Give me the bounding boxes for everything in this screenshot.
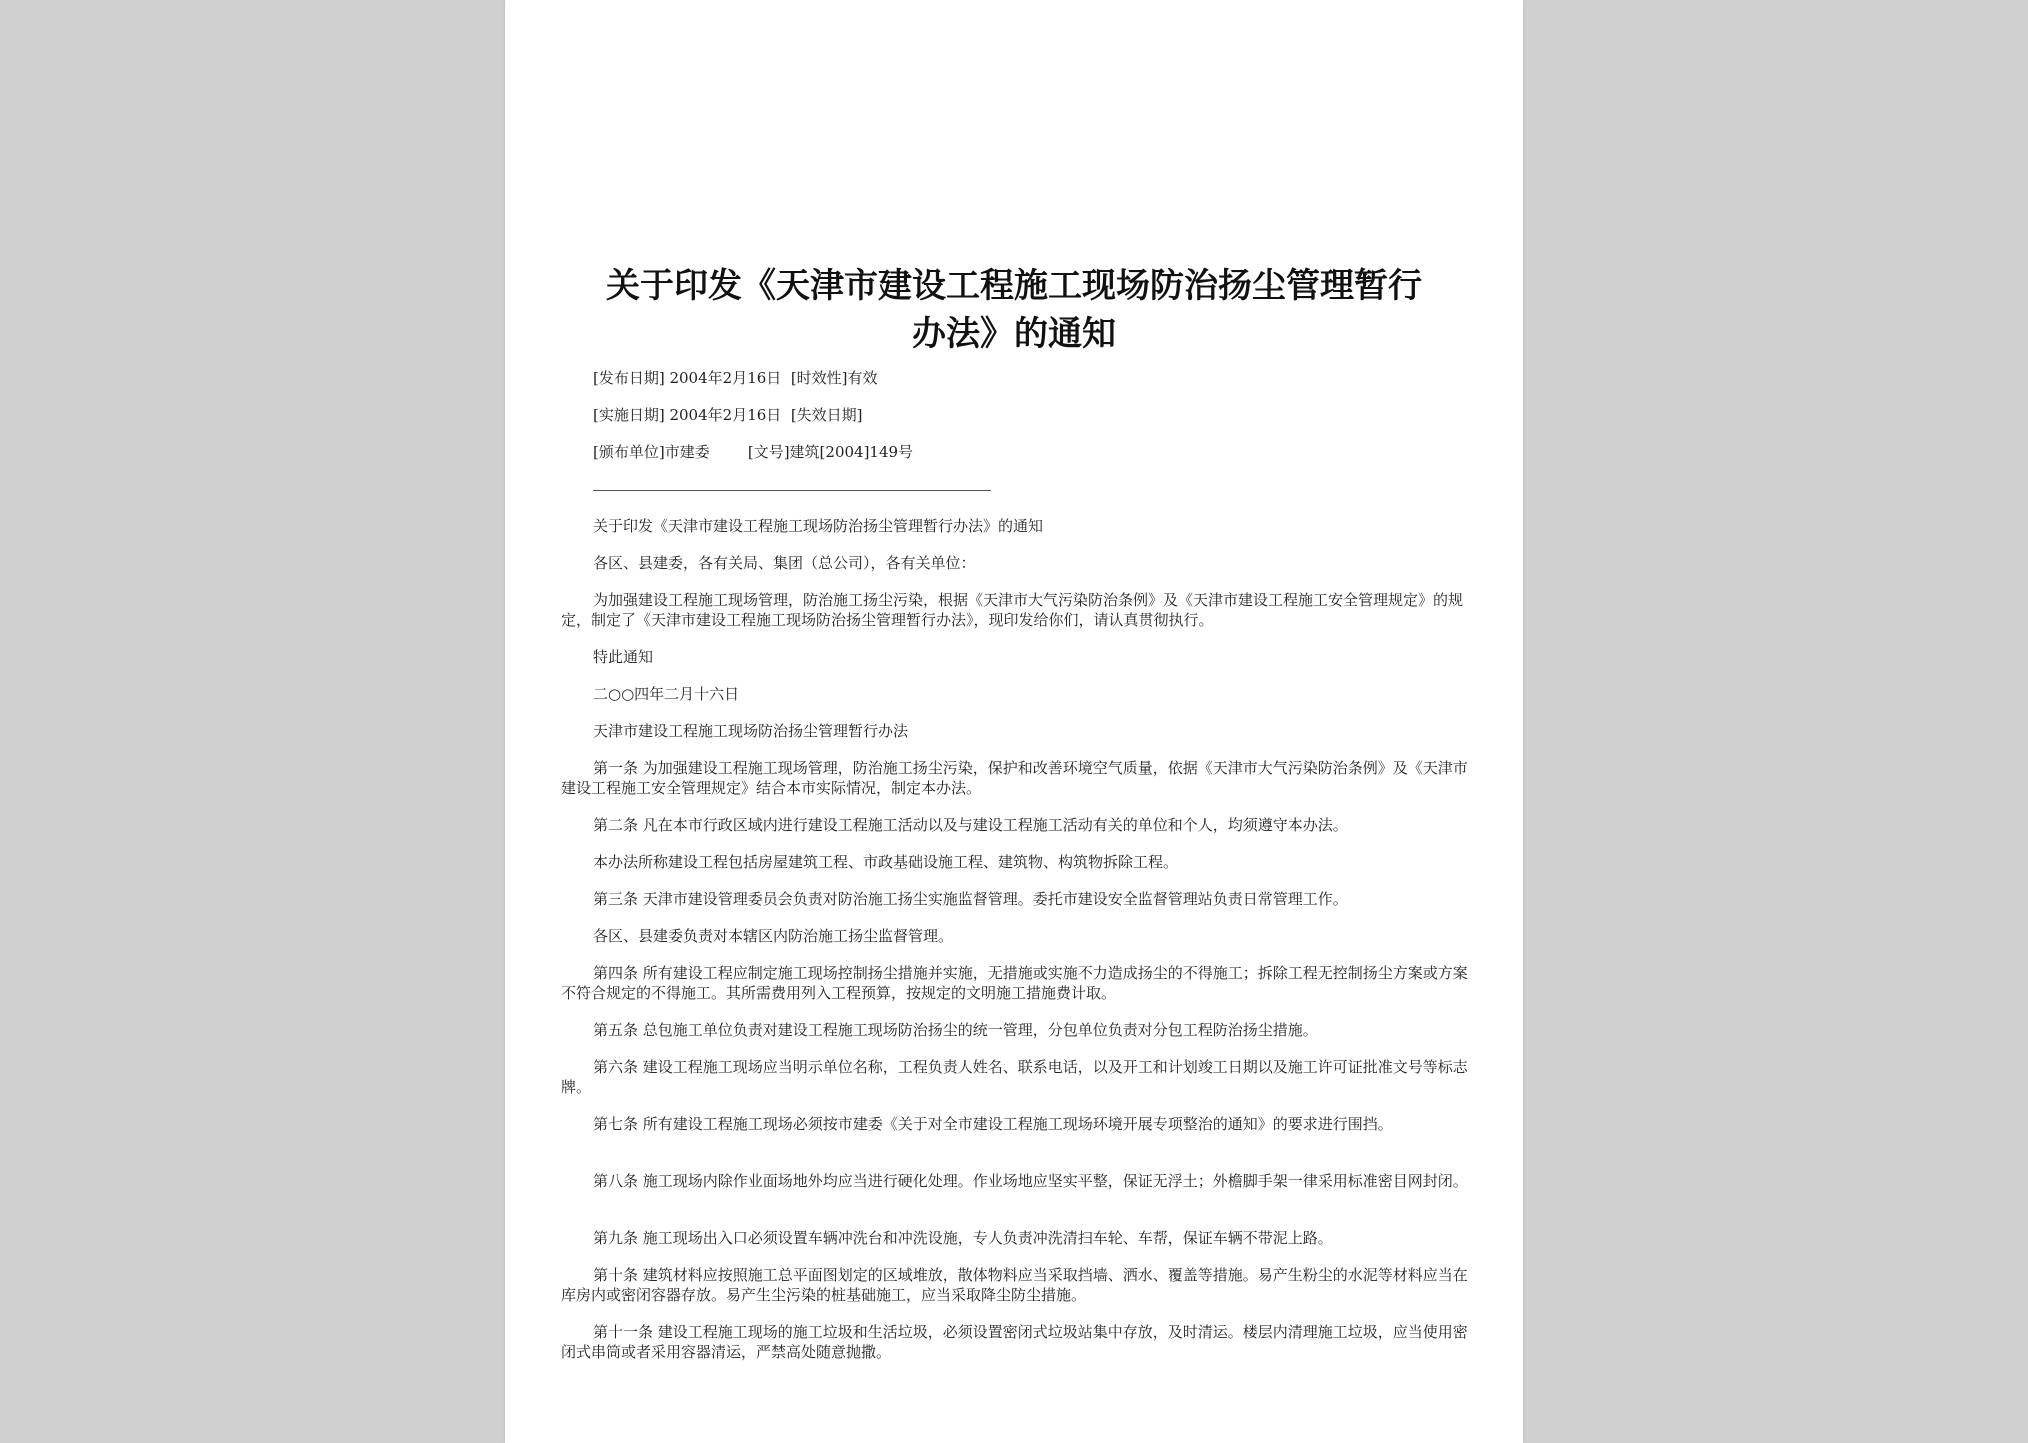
notice-body: 为加强建设工程施工现场管理，防治施工扬尘污染，根据《天津市大气污染防治条例》及《天津市建设工程施工安全管理规定》的规定，制定了《天津市建设工程施工现场防治扬尘管理暂行办法》，现印发给你们，请认真贯彻执行。	[561, 591, 1464, 629]
meta-effective-date: [实施日期] 2004年2月16日 [失效日期]	[593, 406, 863, 424]
article-1: 第一条 为加强建设工程施工现场管理，防治施工扬尘污染，保护和改善环境空气质量，依据《天津市大气污染防治条例》及《天津市建设工程施工安全管理规定》结合本市实际情况，制定本办法。	[561, 759, 1468, 797]
article-2-scope: 本办法所称建设工程包括房屋建筑工程、市政基础设施工程、建筑物、构筑物拆除工程。	[593, 853, 1179, 871]
article-6: 第六条 建设工程施工现场应当明示单位名称，工程负责人姓名、联系电话，以及开工和计划竣工日期以及施工许可证批准文号等标志牌。	[561, 1058, 1468, 1096]
article-2: 第二条 凡在本市行政区域内进行建设工程施工活动以及与建设工程施工活动有关的单位和个人，均须遵守本办法。	[593, 816, 1348, 834]
document-page	[505, 0, 1523, 1443]
article-10: 第十条 建筑材料应按照施工总平面图划定的区域堆放，散体物料应当采取挡墙、洒水、覆盖等措施。易产生粉尘的水泥等材料应当在库房内或密闭容器存放。易产生尘污染的桩基础施工，应当采取降尘防尘措施。	[561, 1266, 1468, 1304]
measures-title: 天津市建设工程施工现场防治扬尘管理暂行办法	[593, 722, 909, 740]
article-3: 第三条 天津市建设管理委员会负责对防治施工扬尘实施监督管理。委托市建设安全监督管理站负责日常管理工作。	[593, 890, 1348, 908]
article-7: 第七条 所有建设工程施工现场必须按市建委《关于对全市建设工程施工现场环境开展专项整治的通知》的要求进行围挡。	[593, 1115, 1393, 1133]
document-title	[555, 262, 1473, 358]
article-3-district: 各区、县建委负责对本辖区内防治施工扬尘监督管理。	[593, 927, 954, 945]
meta-publish-date: [发布日期] 2004年2月16日 [时效性]有效	[593, 369, 878, 387]
divider-line	[593, 490, 991, 491]
title-line-2: 办法》的通知	[912, 314, 1116, 354]
notice-closing: 特此通知	[593, 648, 654, 666]
article-9: 第九条 施工现场出入口必须设置车辆冲洗台和冲洗设施，专人负责冲洗清扫车轮、车帮，保证车辆不带泥上路。	[593, 1229, 1333, 1247]
notice-heading: 关于印发《天津市建设工程施工现场防治扬尘管理暂行办法》的通知	[593, 517, 1044, 535]
article-11: 第十一条 建设工程施工现场的施工垃圾和生活垃圾，必须设置密闭式垃圾站集中存放，及时清运。楼层内清理施工垃圾，应当使用密闭式串筒或者采用容器清运，严禁高处随意抛撒。	[561, 1323, 1468, 1361]
article-8: 第八条 施工现场内除作业面场地外均应当进行硬化处理。作业场地应坚实平整，保证无浮土；外檐脚手架一律采用标准密目网封闭。	[593, 1172, 1468, 1190]
addressee: 各区、县建委，各有关局、集团（总公司），各有关单位：	[593, 554, 976, 572]
article-4: 第四条 所有建设工程应制定施工现场控制扬尘措施并实施，无措施或实施不力造成扬尘的不得施工；拆除工程无控制扬尘方案或方案不符合规定的不得施工。其所需费用列入工程预算，按规定的文明施工措施费计取。	[561, 964, 1468, 1002]
article-5: 第五条 总包施工单位负责对建设工程施工现场防治扬尘的统一管理，分包单位负责对分包工程防治扬尘措施。	[593, 1021, 1318, 1039]
notice-date: 二○○四年二月十六日	[593, 685, 740, 703]
meta-issuing-unit: [颁布单位]市建委 [文号]建筑[2004]149号	[593, 443, 914, 461]
title-line-1: 关于印发《天津市建设工程施工现场防治扬尘管理暂行	[606, 266, 1422, 306]
